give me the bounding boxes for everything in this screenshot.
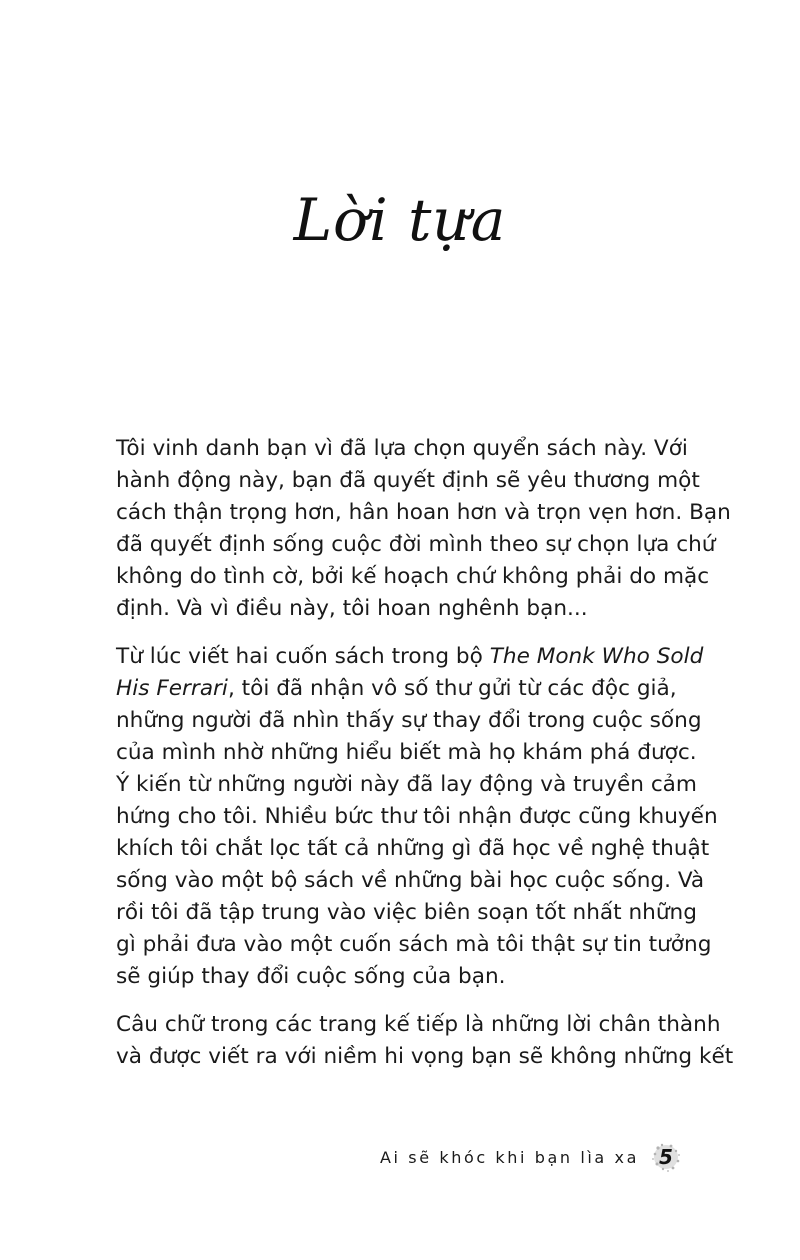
- page-number: 5: [659, 1145, 673, 1169]
- text-line: [116, 641, 704, 673]
- paragraph-3: [116, 1009, 734, 1073]
- text-line: [116, 673, 692, 705]
- body-text: [116, 433, 734, 1089]
- text-line: đã quyết định sống cuộc đời mình theo sự chọn lựa chứ: [116, 532, 716, 557]
- text-line: hành động này, bạn đã quyết định sẽ yêu thương một: [116, 468, 700, 493]
- book-title-italic: His Ferrari: [116, 676, 228, 701]
- running-head: Ai sẽ khóc khi bạn lìa xa: [380, 1147, 639, 1167]
- text-line: Tôi vinh danh bạn vì đã lựa chọn quyển sách này. Với: [116, 436, 688, 461]
- text-line: sống vào một bộ sách về những bài học cuộc sống. Và: [116, 868, 705, 893]
- text-line: khích tôi chắt lọc tất cả những gì đã học về nghệ thuật: [116, 836, 710, 861]
- text-segment: , tôi đã nhận vô số thư gửi từ các độc giả,: [227, 676, 677, 701]
- text-line: rồi tôi đã tập trung vào việc biên soạn tốt nhất những: [116, 900, 697, 925]
- book-title-italic: The Monk Who Sold: [489, 644, 704, 669]
- text-line: Câu chữ trong các trang kế tiếp là những lời chân thành: [116, 1012, 721, 1037]
- page-number-badge: [649, 1140, 683, 1174]
- text-line: định. Và vì điều này, tôi hoan nghênh bạn...: [116, 596, 588, 621]
- text-line: không do tình cờ, bởi kế hoạch chứ không phải do mặc: [116, 564, 710, 589]
- text-line: hứng cho tôi. Nhiều bức thư tôi nhận được cũng khuyến: [116, 804, 718, 829]
- text-segment: Từ lúc viết hai cuốn sách trong bộ: [116, 644, 490, 669]
- text-line: gì phải đưa vào một cuốn sách mà tôi thật sự tin tưởng: [116, 932, 712, 957]
- paragraph-1: [116, 433, 731, 625]
- text-line: những người đã nhìn thấy sự thay đổi trong cuộc sống: [116, 708, 702, 733]
- text-line: sẽ giúp thay đổi cuộc sống của bạn.: [116, 964, 506, 989]
- chapter-title: Lời tựa: [293, 186, 507, 254]
- text-line: cách thận trọng hơn, hân hoan hơn và trọn vẹn hơn. Bạn: [116, 500, 731, 525]
- text-line: và được viết ra với niềm hi vọng bạn sẽ không những kết: [116, 1044, 734, 1069]
- paragraph-2: [116, 641, 718, 993]
- text-line: Ý kiến từ những người này đã lay động và truyền cảm: [116, 772, 697, 797]
- page-footer: [380, 1140, 683, 1174]
- text-line: của mình nhờ những hiểu biết mà họ khám phá được.: [116, 740, 697, 765]
